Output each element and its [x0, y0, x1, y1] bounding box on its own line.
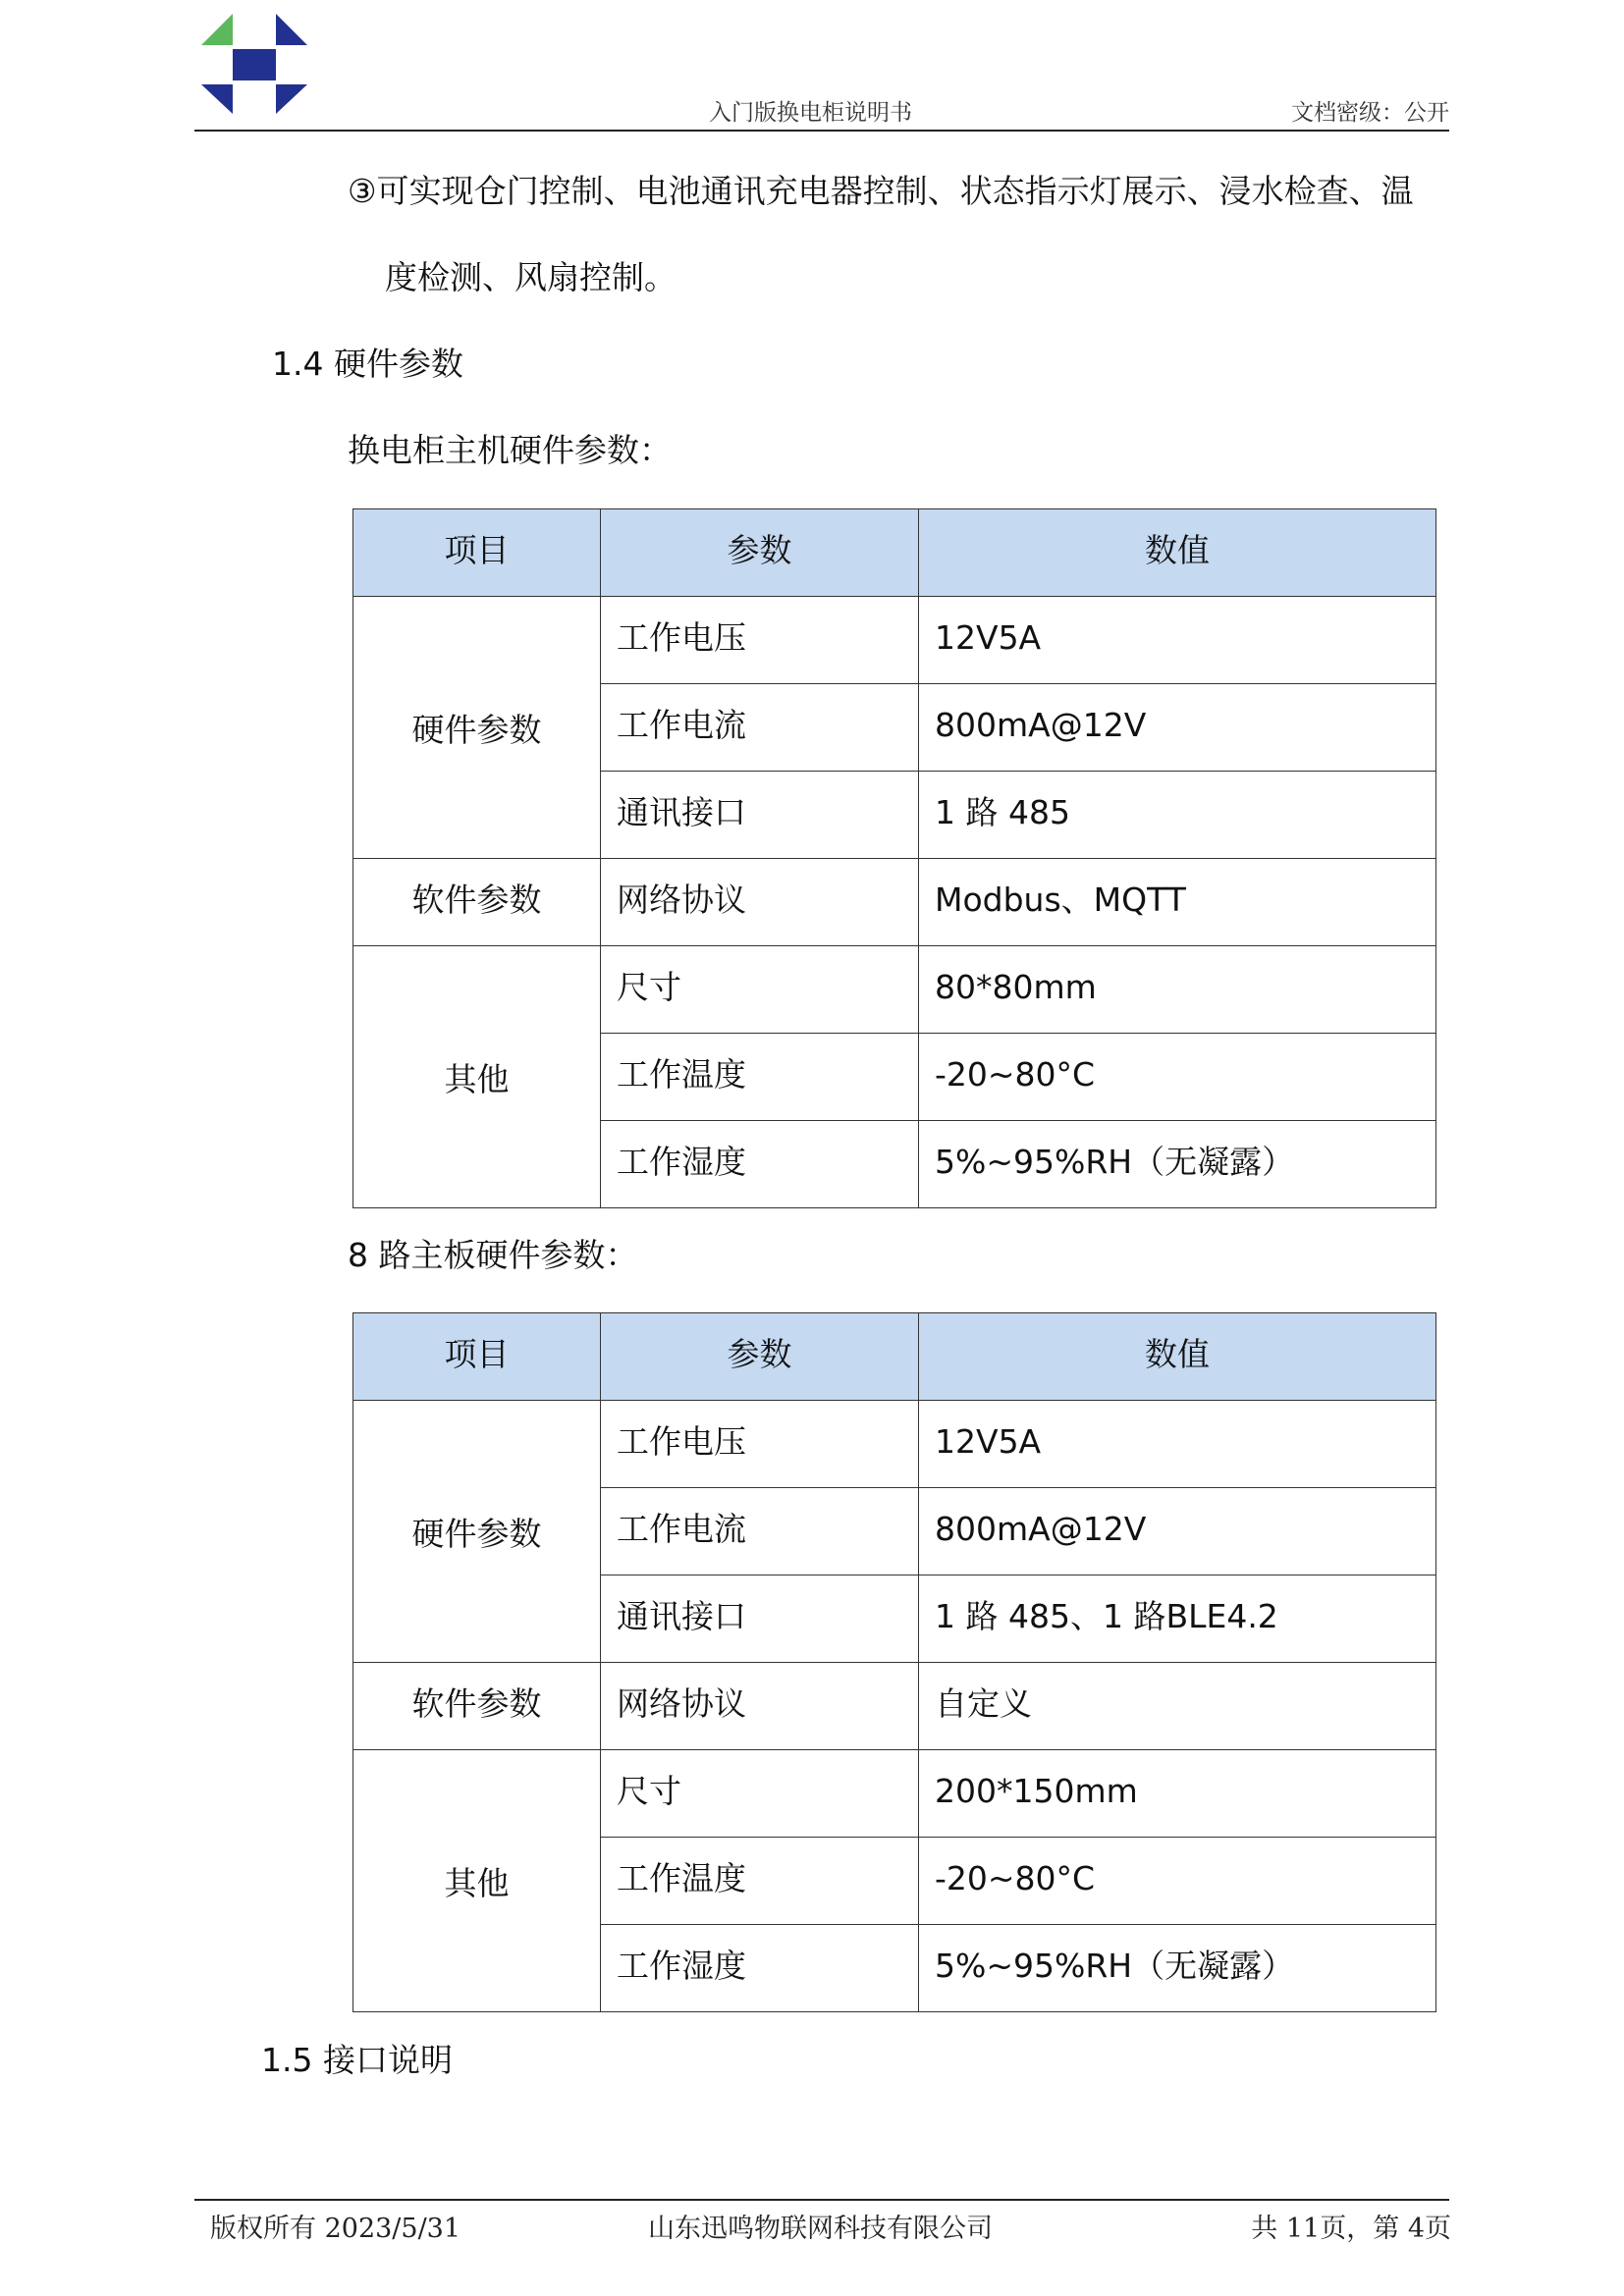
- value-cell: 200*150mm: [919, 1750, 1436, 1838]
- value-cell: -20~80°C: [919, 1034, 1436, 1121]
- group-other: 其他: [353, 1750, 601, 2012]
- table-row: [353, 1750, 1436, 1838]
- param-cell: 工作电流: [601, 1488, 919, 1575]
- header-item: 项目: [353, 1313, 601, 1401]
- header-param: 参数: [601, 509, 919, 597]
- value-cell: -20~80°C: [919, 1838, 1436, 1925]
- header-confidentiality: 文档密级：公开: [1291, 100, 1449, 126]
- footer-rule: [194, 2199, 1449, 2201]
- header-value: 数值: [919, 1313, 1436, 1401]
- table-row: [353, 597, 1436, 684]
- value-cell: 5%~95%RH（无凝露）: [919, 1121, 1436, 1208]
- header-param: 参数: [601, 1313, 919, 1401]
- mainboard-hardware-table: [352, 1312, 1436, 2012]
- header-item: 项目: [353, 509, 601, 597]
- value-cell: Modbus、MQTT: [919, 859, 1436, 946]
- value-cell: 1 路 485: [919, 772, 1436, 859]
- table-row: [353, 859, 1436, 946]
- param-cell: 通讯接口: [601, 1575, 919, 1663]
- group-hardware: 硬件参数: [353, 1401, 601, 1663]
- param-cell: 工作电流: [601, 684, 919, 772]
- value-cell: 12V5A: [919, 1401, 1436, 1488]
- footer-copyright: 版权所有 2023/5/31: [210, 2214, 461, 2244]
- table-row: [353, 1401, 1436, 1488]
- header-rule: [194, 130, 1449, 132]
- table-row: [353, 1663, 1436, 1750]
- value-cell: 5%~95%RH（无凝露）: [919, 1925, 1436, 2012]
- value-cell: 1 路 485、1 路BLE4.2: [919, 1575, 1436, 1663]
- param-cell: 网络协议: [601, 859, 919, 946]
- header-value: 数值: [919, 509, 1436, 597]
- footer-page-info: 共 11页，第 4页: [1251, 2214, 1451, 2244]
- table2-caption: 8 路主板硬件参数：: [348, 1236, 638, 1274]
- param-cell: 尺寸: [601, 946, 919, 1034]
- param-cell: 工作湿度: [601, 1121, 919, 1208]
- intro-line-1: ③可实现仓门控制、电池通讯充电器控制、状态指示灯展示、浸水检查、温: [348, 172, 1414, 210]
- value-cell: 自定义: [919, 1663, 1436, 1750]
- param-cell: 工作温度: [601, 1034, 919, 1121]
- host-hardware-table: [352, 508, 1436, 1208]
- footer-company: 山东迅鸣物联网科技有限公司: [648, 2214, 993, 2244]
- company-logo: [201, 14, 307, 114]
- param-cell: 尺寸: [601, 1750, 919, 1838]
- intro-line-2: 度检测、风扇控制。: [385, 258, 677, 296]
- value-cell: 800mA@12V: [919, 684, 1436, 772]
- table-header-row: [353, 1313, 1436, 1401]
- header-doc-title: 入门版换电柜说明书: [709, 100, 912, 126]
- param-cell: 通讯接口: [601, 772, 919, 859]
- group-other: 其他: [353, 946, 601, 1208]
- param-cell: 工作温度: [601, 1838, 919, 1925]
- value-cell: 800mA@12V: [919, 1488, 1436, 1575]
- param-cell: 工作电压: [601, 1401, 919, 1488]
- table-header-row: [353, 509, 1436, 597]
- param-cell: 网络协议: [601, 1663, 919, 1750]
- value-cell: 12V5A: [919, 597, 1436, 684]
- group-software: 软件参数: [353, 1663, 601, 1750]
- table1-caption: 换电柜主机硬件参数：: [348, 431, 672, 469]
- group-hardware: 硬件参数: [353, 597, 601, 859]
- group-software: 软件参数: [353, 859, 601, 946]
- value-cell: 80*80mm: [919, 946, 1436, 1034]
- param-cell: 工作湿度: [601, 1925, 919, 2012]
- table-row: [353, 946, 1436, 1034]
- section-heading-1-4: 1.4 硬件参数: [272, 345, 463, 383]
- section-heading-1-5: 1.5 接口说明: [261, 2041, 453, 2079]
- param-cell: 工作电压: [601, 597, 919, 684]
